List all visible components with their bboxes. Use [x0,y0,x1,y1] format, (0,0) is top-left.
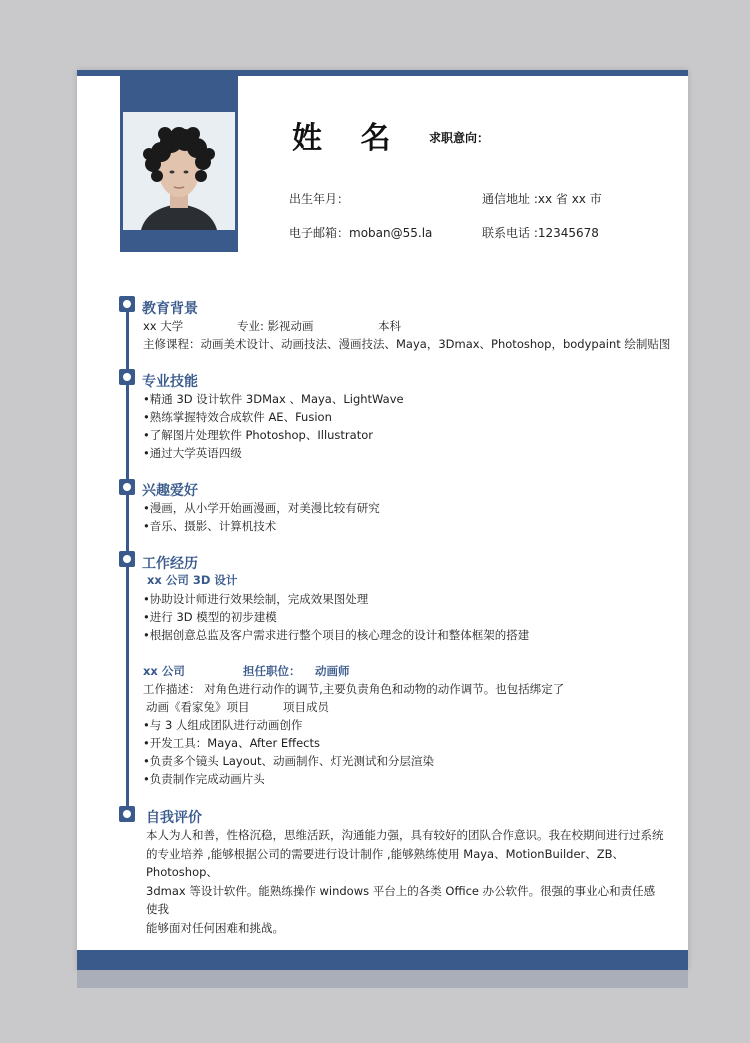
section-marker-icon [119,296,135,312]
section-marker-icon [119,551,135,567]
mailing-address: 通信地址 :xx 省 xx 市 [482,192,602,206]
skill-item: •熟练掌握特效合成软件 AE、Fusion [143,410,332,424]
skill-item: •精通 3D 设计软件 3DMax 、Maya、LightWave [143,392,404,406]
candidate-name: 姓 名 [292,121,405,156]
section-marker-icon [119,479,135,495]
profile-photo [123,112,235,230]
self-eval-line: 能够面对任何困难和挑战。 [146,920,284,935]
job2-company: xx 公司 [143,664,185,678]
phone-number: 联系电话 :12345678 [482,226,599,240]
job1-item: •进行 3D 模型的初步建模 [143,610,277,624]
job2-item: •与 3 人组成团队进行动画创作 [143,718,303,732]
job1-item: •根据创意总监及客户需求进行整个项目的核心理念的设计和整体框架的搭建 [143,628,530,642]
job2-position: 动画师 [315,664,350,678]
job1-heading: xx 公司 3D 设计 [147,573,238,587]
skill-item: •了解图片处理软件 Photoshop、Illustrator [143,428,373,442]
job2-item: •负责多个镜头 Layout、动画制作、灯光测试和分层渲染 [143,754,435,768]
hobby-item: •音乐、摄影、计算机技术 [143,519,277,533]
job2-project: 动画《看家兔》项目 [146,700,250,714]
education-major: 专业: 影视动画 [237,319,314,333]
bottom-accent-bar [77,950,688,970]
job2-role: 项目成员 [283,700,329,714]
self-eval-line: 本人为人和善，性格沉稳，思维活跃，沟通能力强，具有较好的团队合作意识。我在校期间进行过系统 [146,828,664,842]
skill-item: •通过大学英语四级 [143,446,242,460]
education-school: xx 大学 [143,319,184,333]
self-eval-title: 自我评价 [146,810,202,826]
job2-position-label: 担任职位： [243,664,301,678]
self-eval-line: 3dmax 等设计软件。能熟练操作 windows 平台上的各类 Office 办公软件。很强的事业心和责任感使我 [146,883,656,916]
section-marker-icon [119,369,135,385]
hobbies-title: 兴趣爱好 [142,483,198,499]
self-eval-line: 的专业培养 ,能够根据公司的需要进行设计制作 ,能够熟练使用 Maya、MotionBuilder、ZB、Photoshop、 [146,846,625,879]
hobby-item: •漫画，从小学开始画漫画，对美漫比较有研究 [143,501,380,515]
skills-title: 专业技能 [142,374,198,390]
self-eval-paragraph [146,826,666,937]
work-title: 工作经历 [142,556,198,572]
job1-item: •协助设计师进行效果绘制，完成效果图处理 [143,592,369,606]
education-degree: 本科 [378,319,401,333]
education-courses: 主修课程：动画美术设计、动画技法、漫画技法、Maya，3Dmax、Photoshop，bodypaint 绘制贴图 [143,337,671,351]
education-title: 教育背景 [142,301,198,317]
job2-description: 工作描述： 对角色进行动作的调节,主要负责角色和动物的动作调节。也包括绑定了 [143,682,565,696]
email-address: 电子邮箱：moban@55.la [289,226,433,240]
page-shadow [77,970,688,988]
job2-item: •负责制作完成动画片头 [143,772,265,786]
job-objective-label: 求职意向： [429,131,490,145]
section-marker-icon [119,806,135,822]
birth-date-label: 出生年月： [289,192,350,206]
job2-item: •开发工具：Maya、After Effects [143,736,320,750]
resume-page [77,70,688,970]
